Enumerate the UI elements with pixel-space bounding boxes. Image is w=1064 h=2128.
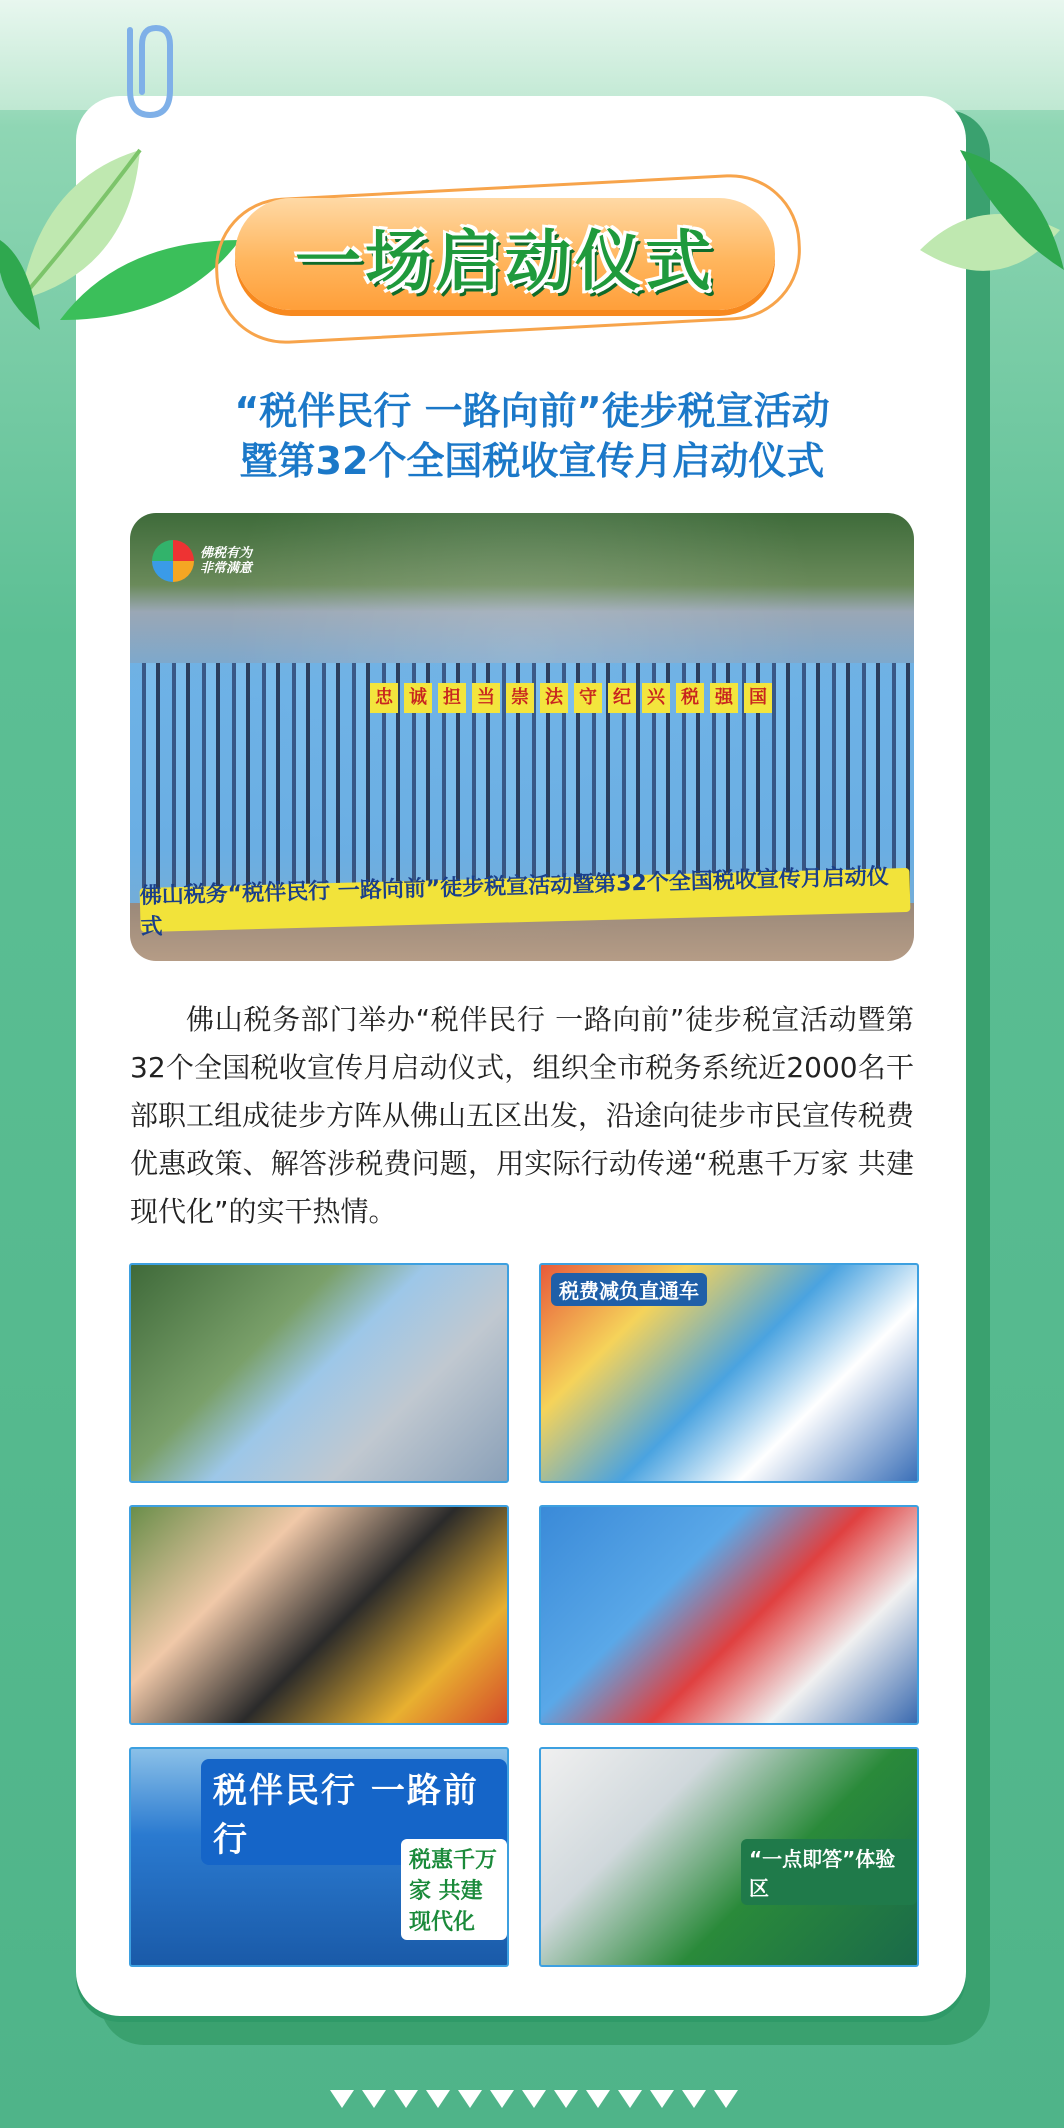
slogan-banner (370, 683, 772, 715)
slogan-char: 守 (574, 683, 602, 713)
leaf-right-icon (900, 130, 1064, 310)
slogan-char: 国 (744, 683, 772, 713)
slogan-char: 法 (540, 683, 568, 713)
photo-booth-game (539, 1505, 919, 1725)
photo-title: 税伴民行 一路前行 (201, 1759, 507, 1865)
logo-text-2: 非常满意 (200, 561, 253, 576)
photo-subtitle: 税惠千万家 共建现代化 (401, 1839, 507, 1940)
bottom-triangle-decor (330, 2090, 738, 2108)
photo-label: “一点即答”体验区 (741, 1839, 917, 1905)
slogan-char: 税 (676, 683, 704, 713)
logo-text-1: 佛税有为 (200, 546, 253, 561)
article-paragraph: 佛山税务部门举办“税伴民行 一路向前”徒步税宣活动暨第32个全国税收宣传月启动仪式，组织全市税务系统近2000名干部职工组成徒步方阵从佛山五区出发，沿途向徒步市民宣传税费优惠政策、解答涉税费问题，用实际行动传递“税惠千万家 共建现代化”的实干热情。 (130, 1003, 915, 1228)
logo-badge (152, 537, 282, 585)
photo-label: 税费减负直通车 (551, 1273, 707, 1306)
slogan-char: 强 (710, 683, 738, 713)
subtitle-line-2: 暨第32个全国税收宣传月启动仪式 (239, 439, 825, 483)
slogan-char: 担 (438, 683, 466, 713)
section-title: 一场启动仪式 (295, 222, 715, 300)
photo-volunteer-phone (129, 1505, 509, 1725)
event-banner: 佛山税务“税伴民行 一路向前”徒步税宣活动暨第32个全国税收宣传月启动仪式 (140, 868, 911, 932)
slogan-char: 忠 (370, 683, 398, 713)
slogan-char: 崇 (506, 683, 534, 713)
photo-walking-path (129, 1263, 509, 1483)
slogan-char: 纪 (608, 683, 636, 713)
slogan-char: 诚 (404, 683, 432, 713)
logo-icon (152, 540, 194, 582)
slogan-char: 当 (472, 683, 500, 713)
photo-team-bus (129, 1747, 509, 1967)
main-photo (130, 513, 914, 961)
slogan-char: 兴 (642, 683, 670, 713)
subtitle-line-1: “税伴民行 一路向前”徒步税宣活动 (234, 389, 830, 433)
photo-tax-booth (539, 1263, 919, 1483)
photo-experience-zone (539, 1747, 919, 1967)
